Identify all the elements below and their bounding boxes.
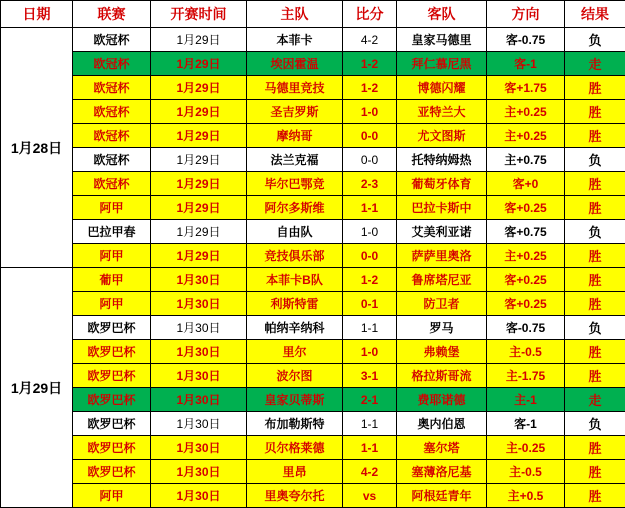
home-team-cell: 帕纳辛纳科 [247, 316, 343, 340]
kickoff-time-cell: 1月30日 [151, 292, 247, 316]
result-cell: 胜 [565, 292, 625, 316]
direction-cell: 主-0.5 [487, 340, 565, 364]
direction-cell: 主+0.25 [487, 124, 565, 148]
away-team-cell: 巴拉卡斯中 [397, 196, 487, 220]
kickoff-time-cell: 1月29日 [151, 172, 247, 196]
league-cell: 葡甲 [73, 268, 151, 292]
league-cell: 阿甲 [73, 484, 151, 508]
table-row [1, 124, 625, 148]
away-team-cell: 托特纳姆热 [397, 148, 487, 172]
result-cell: 胜 [565, 364, 625, 388]
result-cell: 走 [565, 388, 625, 412]
table-row [1, 340, 625, 364]
score-cell: 2-3 [343, 172, 397, 196]
result-cell: 胜 [565, 172, 625, 196]
home-team-cell: 竞技俱乐部 [247, 244, 343, 268]
direction-cell: 客+0.25 [487, 268, 565, 292]
home-team-cell: 里奥夸尔托 [247, 484, 343, 508]
score-cell: 0-0 [343, 124, 397, 148]
header-direction: 方向 [487, 1, 565, 28]
result-cell: 胜 [565, 244, 625, 268]
league-cell: 欧冠杯 [73, 124, 151, 148]
score-cell: 0-0 [343, 148, 397, 172]
table-row [1, 388, 625, 412]
home-team-cell: 里昂 [247, 460, 343, 484]
home-team-cell: 阿尔多斯维 [247, 196, 343, 220]
table-row [1, 268, 625, 292]
table-row [1, 220, 625, 244]
table-row [1, 148, 625, 172]
away-team-cell: 鲁席塔尼亚 [397, 268, 487, 292]
away-team-cell: 奥内伯恩 [397, 412, 487, 436]
kickoff-time-cell: 1月30日 [151, 316, 247, 340]
result-cell: 胜 [565, 100, 625, 124]
home-team-cell: 布加勒斯特 [247, 412, 343, 436]
home-team-cell: 马德里竞技 [247, 76, 343, 100]
kickoff-time-cell: 1月30日 [151, 388, 247, 412]
league-cell: 欧罗巴杯 [73, 316, 151, 340]
home-team-cell: 埃因霍温 [247, 52, 343, 76]
header-result: 结果 [565, 1, 625, 28]
kickoff-time-cell: 1月29日 [151, 76, 247, 100]
score-cell: 3-1 [343, 364, 397, 388]
direction-cell: 主+0.75 [487, 148, 565, 172]
score-cell: 1-0 [343, 220, 397, 244]
table-row [1, 364, 625, 388]
table-row [1, 28, 625, 52]
away-team-cell: 费耶诺德 [397, 388, 487, 412]
direction-cell: 客+0.75 [487, 220, 565, 244]
home-team-cell: 波尔图 [247, 364, 343, 388]
away-team-cell: 葡萄牙体育 [397, 172, 487, 196]
kickoff-time-cell: 1月29日 [151, 148, 247, 172]
away-team-cell: 阿根廷青年 [397, 484, 487, 508]
score-cell: 1-2 [343, 268, 397, 292]
result-cell: 负 [565, 316, 625, 340]
away-team-cell: 尤文图斯 [397, 124, 487, 148]
score-cell: 4-2 [343, 460, 397, 484]
away-team-cell: 罗马 [397, 316, 487, 340]
away-team-cell: 拜仁慕尼黑 [397, 52, 487, 76]
table-row [1, 436, 625, 460]
kickoff-time-cell: 1月30日 [151, 412, 247, 436]
kickoff-time-cell: 1月30日 [151, 364, 247, 388]
home-team-cell: 本菲卡B队 [247, 268, 343, 292]
home-team-cell: 自由队 [247, 220, 343, 244]
kickoff-time-cell: 1月29日 [151, 100, 247, 124]
table-row [1, 196, 625, 220]
table-row [1, 412, 625, 436]
league-cell: 欧冠杯 [73, 148, 151, 172]
away-team-cell: 皇家马德里 [397, 28, 487, 52]
home-team-cell: 毕尔巴鄂竞 [247, 172, 343, 196]
direction-cell: 主+0.25 [487, 244, 565, 268]
kickoff-time-cell: 1月29日 [151, 52, 247, 76]
table-row [1, 484, 625, 508]
table-row [1, 244, 625, 268]
score-cell: 1-0 [343, 100, 397, 124]
header-row [1, 1, 625, 28]
direction-cell: 客-1 [487, 412, 565, 436]
away-team-cell: 塞薄洛尼基 [397, 460, 487, 484]
away-team-cell: 萨萨里奥洛 [397, 244, 487, 268]
table-body [1, 28, 625, 508]
league-cell: 阿甲 [73, 244, 151, 268]
score-cell: 4-2 [343, 28, 397, 52]
table-row [1, 316, 625, 340]
league-cell: 巴拉甲春 [73, 220, 151, 244]
home-team-cell: 本菲卡 [247, 28, 343, 52]
result-cell: 胜 [565, 268, 625, 292]
table-row [1, 172, 625, 196]
result-cell: 胜 [565, 340, 625, 364]
result-cell: 胜 [565, 460, 625, 484]
kickoff-time-cell: 1月29日 [151, 28, 247, 52]
result-cell: 负 [565, 412, 625, 436]
away-team-cell: 艾美利亚诺 [397, 220, 487, 244]
direction-cell: 主-0.5 [487, 460, 565, 484]
away-team-cell: 格拉斯哥流 [397, 364, 487, 388]
score-cell: 1-1 [343, 436, 397, 460]
direction-cell: 客+0.25 [487, 292, 565, 316]
direction-cell: 客-0.75 [487, 316, 565, 340]
direction-cell: 客+0 [487, 172, 565, 196]
score-cell: 1-0 [343, 340, 397, 364]
score-cell: 1-2 [343, 52, 397, 76]
league-cell: 欧罗巴杯 [73, 460, 151, 484]
home-team-cell: 皇家贝蒂斯 [247, 388, 343, 412]
direction-cell: 主+0.5 [487, 484, 565, 508]
table-row [1, 292, 625, 316]
direction-cell: 客-0.75 [487, 28, 565, 52]
table-row [1, 100, 625, 124]
home-team-cell: 利斯特雷 [247, 292, 343, 316]
score-cell: 1-1 [343, 316, 397, 340]
direction-cell: 客+1.75 [487, 76, 565, 100]
league-cell: 欧冠杯 [73, 28, 151, 52]
league-cell: 阿甲 [73, 292, 151, 316]
header-kickoff-time: 开赛时间 [151, 1, 247, 28]
direction-cell: 主-1 [487, 388, 565, 412]
table-row [1, 76, 625, 100]
kickoff-time-cell: 1月30日 [151, 436, 247, 460]
away-team-cell: 防卫者 [397, 292, 487, 316]
score-cell: vs [343, 484, 397, 508]
league-cell: 欧罗巴杯 [73, 388, 151, 412]
table-row [1, 460, 625, 484]
result-cell: 走 [565, 52, 625, 76]
result-cell: 胜 [565, 484, 625, 508]
score-cell: 2-1 [343, 388, 397, 412]
league-cell: 欧冠杯 [73, 100, 151, 124]
league-cell: 欧罗巴杯 [73, 412, 151, 436]
header-league: 联赛 [73, 1, 151, 28]
result-cell: 胜 [565, 76, 625, 100]
score-cell: 1-1 [343, 412, 397, 436]
away-team-cell: 亚特兰大 [397, 100, 487, 124]
home-team-cell: 摩纳哥 [247, 124, 343, 148]
league-cell: 阿甲 [73, 196, 151, 220]
league-cell: 欧罗巴杯 [73, 364, 151, 388]
score-cell: 1-2 [343, 76, 397, 100]
kickoff-time-cell: 1月30日 [151, 340, 247, 364]
direction-cell: 主+0.25 [487, 100, 565, 124]
kickoff-time-cell: 1月30日 [151, 460, 247, 484]
header-score: 比分 [343, 1, 397, 28]
home-team-cell: 贝尔格莱德 [247, 436, 343, 460]
score-cell: 0-1 [343, 292, 397, 316]
direction-cell: 客+0.25 [487, 196, 565, 220]
result-cell: 负 [565, 148, 625, 172]
score-cell: 0-0 [343, 244, 397, 268]
kickoff-time-cell: 1月29日 [151, 220, 247, 244]
header-home-team: 主队 [247, 1, 343, 28]
league-cell: 欧冠杯 [73, 172, 151, 196]
score-cell: 1-1 [343, 196, 397, 220]
league-cell: 欧冠杯 [73, 52, 151, 76]
home-team-cell: 里尔 [247, 340, 343, 364]
direction-cell: 主-1.75 [487, 364, 565, 388]
home-team-cell: 法兰克福 [247, 148, 343, 172]
kickoff-time-cell: 1月30日 [151, 268, 247, 292]
kickoff-time-cell: 1月29日 [151, 244, 247, 268]
table-header [1, 1, 625, 28]
result-cell: 胜 [565, 124, 625, 148]
away-team-cell: 弗赖堡 [397, 340, 487, 364]
home-team-cell: 圣吉罗斯 [247, 100, 343, 124]
kickoff-time-cell: 1月29日 [151, 124, 247, 148]
kickoff-time-cell: 1月30日 [151, 484, 247, 508]
direction-cell: 主-0.25 [487, 436, 565, 460]
header-date: 日期 [1, 1, 73, 28]
result-cell: 胜 [565, 436, 625, 460]
direction-cell: 客-1 [487, 52, 565, 76]
header-away-team: 客队 [397, 1, 487, 28]
table-row [1, 52, 625, 76]
league-cell: 欧罗巴杯 [73, 436, 151, 460]
result-cell: 负 [565, 220, 625, 244]
away-team-cell: 博德闪耀 [397, 76, 487, 100]
group-date-cell: 1月28日 [1, 28, 73, 268]
result-cell: 胜 [565, 196, 625, 220]
away-team-cell: 塞尔塔 [397, 436, 487, 460]
result-cell: 负 [565, 28, 625, 52]
group-date-cell: 1月29日 [1, 268, 73, 508]
kickoff-time-cell: 1月29日 [151, 196, 247, 220]
league-cell: 欧罗巴杯 [73, 340, 151, 364]
league-cell: 欧冠杯 [73, 76, 151, 100]
